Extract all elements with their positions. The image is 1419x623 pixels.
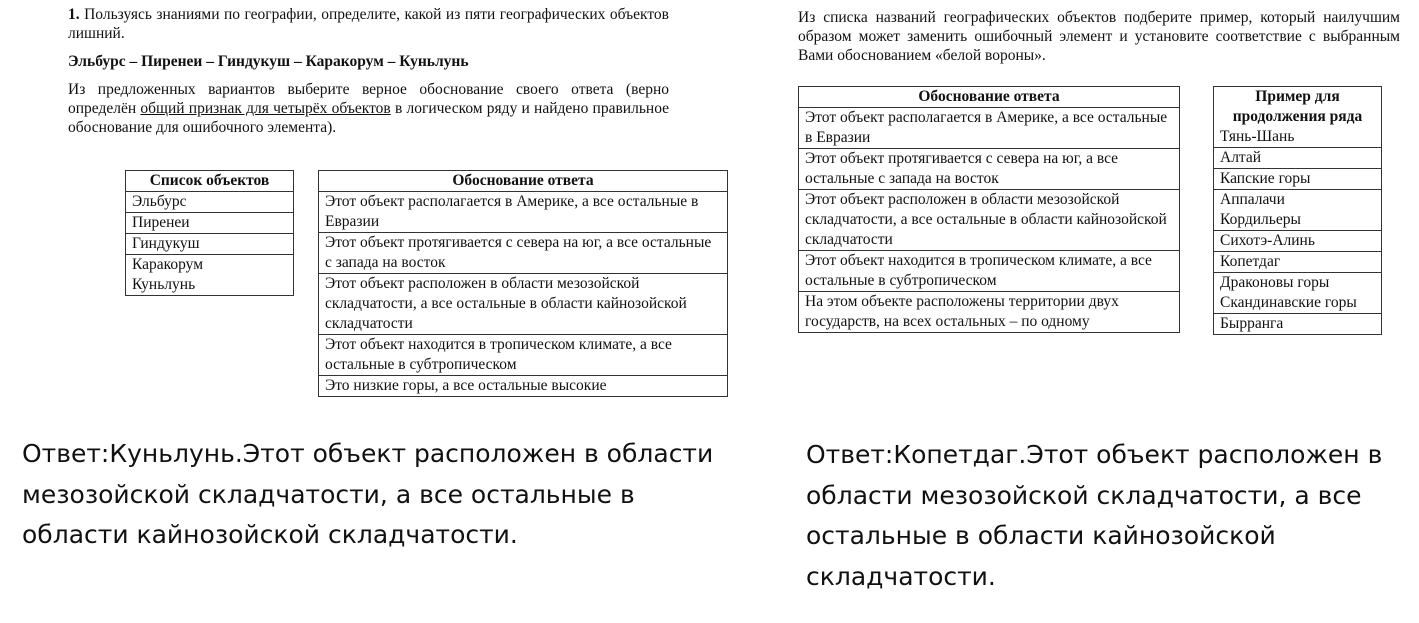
- example-item: Копетдаг: [1214, 252, 1382, 273]
- reason-item: Этот объект находится в тропическом климате, а все остальные в субтропическом: [319, 335, 728, 376]
- example-item: Алтай: [1214, 148, 1382, 169]
- right-answer: Ответ:Копетдаг.Этот объект расположен в области мезозойской складчатости, а все остальные в области кайнозойской складчатости.: [806, 440, 1383, 591]
- reason-item: Этот объект расположен в области мезозойской складчатости, а все остальные в области кайнозойской складчатости: [319, 274, 728, 335]
- right-task-intro: Из списка названий географических объектов подберите пример, который наилучшим образом может заменить ошибочный элемент и установите соответствие с выбранным Вами обоснованием «белой вороны».: [798, 9, 1400, 64]
- objects-table: [125, 170, 294, 296]
- task-number: 1.: [68, 6, 80, 23]
- object-item: Пиренеи: [126, 213, 294, 234]
- reason-item: Это низкие горы, а все остальные высокие: [319, 376, 728, 397]
- reasons-table-header: Обоснование ответа: [799, 87, 1180, 108]
- left-instruction: [68, 80, 669, 137]
- instruction-end: в логическом ряду и найдено правильное обоснование для ошибочного элемента).: [68, 100, 670, 136]
- reason-item: Этот объект располагается в Америке, а все остальные в Евразии: [319, 192, 728, 233]
- reason-item: Этот объект расположен в области мезозойской складчатости, а все остальные в области кайнозойской складчатости: [799, 190, 1180, 251]
- example-item: Драконовы горы: [1214, 273, 1382, 294]
- right-reasons-table: [798, 86, 1180, 333]
- reason-item: Этот объект располагается в Америке, а все остальные в Евразии: [799, 108, 1180, 149]
- object-item: Эльбурс: [126, 192, 294, 213]
- objects-table-header: Список объектов: [126, 171, 294, 192]
- object-item: Куньлунь: [126, 275, 294, 296]
- example-item: Сихотэ-Алинь: [1214, 231, 1382, 252]
- reason-item: Этот объект протягивается с севера на юг, а все остальные с запада на восток: [319, 233, 728, 274]
- left-task-intro: [68, 5, 669, 43]
- instruction-underlined: общий признак для четырёх объектов: [140, 100, 391, 117]
- reason-item: Этот объект протягивается с севера на юг, а все остальные с запада на восток: [799, 149, 1180, 190]
- example-item: Скандинавские горы: [1214, 293, 1382, 314]
- object-item: Гиндукуш: [126, 234, 294, 255]
- example-item: Аппалачи: [1214, 190, 1382, 211]
- example-item: Кордильеры: [1214, 210, 1382, 231]
- example-item: Тянь-Шань: [1214, 127, 1382, 148]
- reason-item: Этот объект находится в тропическом климате, а все остальные в субтропическом: [799, 251, 1180, 292]
- reason-item: На этом объекте расположены территории двух государств, на всех остальных – по одному: [799, 292, 1180, 333]
- examples-table: [1213, 86, 1382, 335]
- example-item: Бырранга: [1214, 314, 1382, 335]
- reasons-table-header: Обоснование ответа: [319, 171, 728, 192]
- left-reasons-table: [318, 170, 728, 397]
- task-intro-text: Пользуясь знаниями по географии, определите, какой из пяти географических объектов лишний.: [68, 6, 669, 42]
- row-sequence: Эльбурс – Пиренеи – Гиндукуш – Каракорум – Куньлунь: [68, 53, 469, 70]
- example-item: Капские горы: [1214, 169, 1382, 190]
- examples-table-header: Пример для продолжения ряда: [1214, 87, 1382, 128]
- instruction-start: Из предложенных вариантов выберите верное обоснование своего ответа (верно определён: [68, 81, 669, 117]
- object-item: Каракорум: [126, 255, 294, 276]
- left-answer: Ответ:Куньлунь.Этот объект расположен в области мезозойской складчатости, а все остальные в области кайнозойской складчатости.: [22, 439, 714, 549]
